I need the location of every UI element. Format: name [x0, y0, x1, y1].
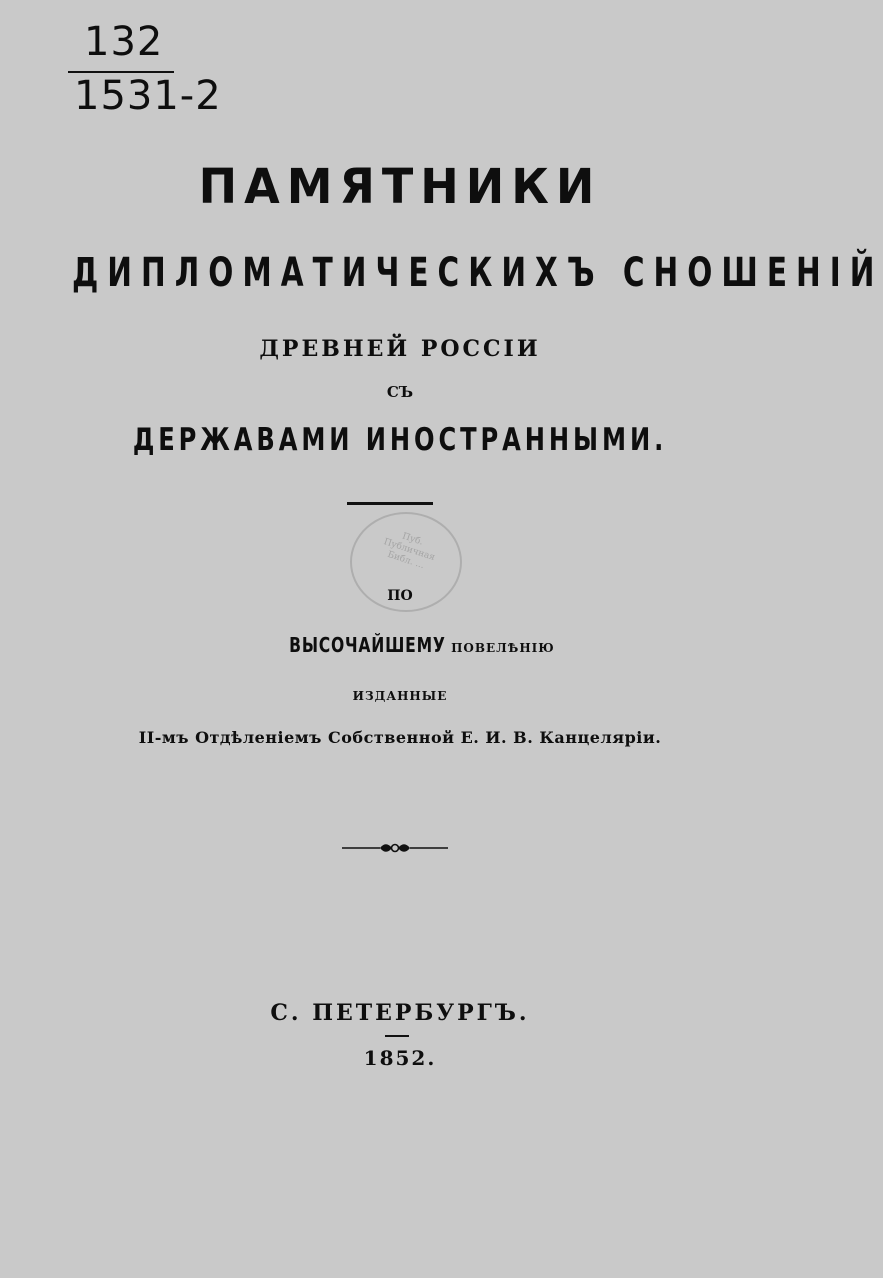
ornament-divider	[340, 840, 450, 856]
imprint-year: 1852.	[363, 1046, 437, 1070]
page-title: ПАМЯТНИКИ	[198, 157, 602, 215]
title-divider	[347, 502, 433, 505]
by-line: ПО	[387, 588, 413, 604]
publishing-office: II-мъ Отдѣленіемъ Собственной Е. И. В. Канцеляріи.	[138, 728, 662, 747]
imprint-city: С. ПЕТЕРБУРГЪ.	[270, 1000, 530, 1026]
library-stamp-text: Пуб. Публичная Библ. ...	[382, 531, 437, 572]
imperial-command-line	[0, 632, 800, 661]
command-word: ПОВЕЛѢНІЮ	[451, 641, 555, 655]
subtitle-diplomatic-relations: ДИПЛОМАТИЧЕСКИХЪ СНОШЕНІЙ	[72, 250, 883, 296]
subtitle-ancient-russia: ДРЕВНЕЙ РОССІИ	[259, 336, 541, 362]
subtitle-foreign-powers: ДЕРЖАВАМИ ИНОСТРАННЫМИ.	[132, 422, 668, 458]
shelfmark-bottom: 1531-2	[74, 73, 222, 119]
shelfmark-top: 132	[84, 19, 164, 65]
published-label: ИЗДАННЫЕ	[352, 689, 448, 703]
subtitle-with: СЪ	[386, 383, 414, 401]
imperial-word: ВЫСОЧАЙШЕМУ	[289, 633, 446, 657]
imprint-divider	[385, 1035, 409, 1037]
